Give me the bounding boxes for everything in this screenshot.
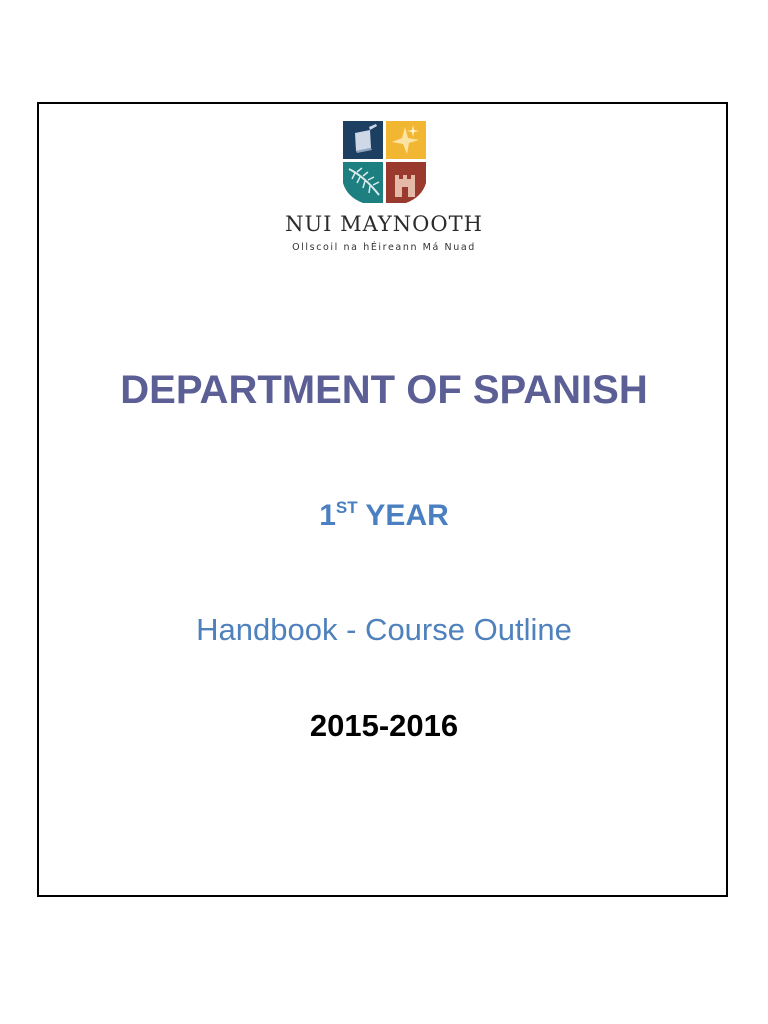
nui-maynooth-crest-logo [343, 121, 426, 203]
department-title: DEPARTMENT OF SPANISH [120, 368, 648, 412]
academic-year: 2015-2016 [309, 708, 459, 743]
year-heading [0, 494, 768, 538]
handbook-subtitle: Handbook - Course Outline [196, 612, 572, 647]
university-irish-name: Ollscoil na hÉireann Má Nuad [292, 242, 476, 253]
year-word: YEAR [357, 499, 449, 532]
year-number: 1 [319, 499, 336, 532]
year-ordinal-suffix: ST [335, 498, 358, 517]
university-name: NUI MAYNOOTH [285, 212, 483, 236]
